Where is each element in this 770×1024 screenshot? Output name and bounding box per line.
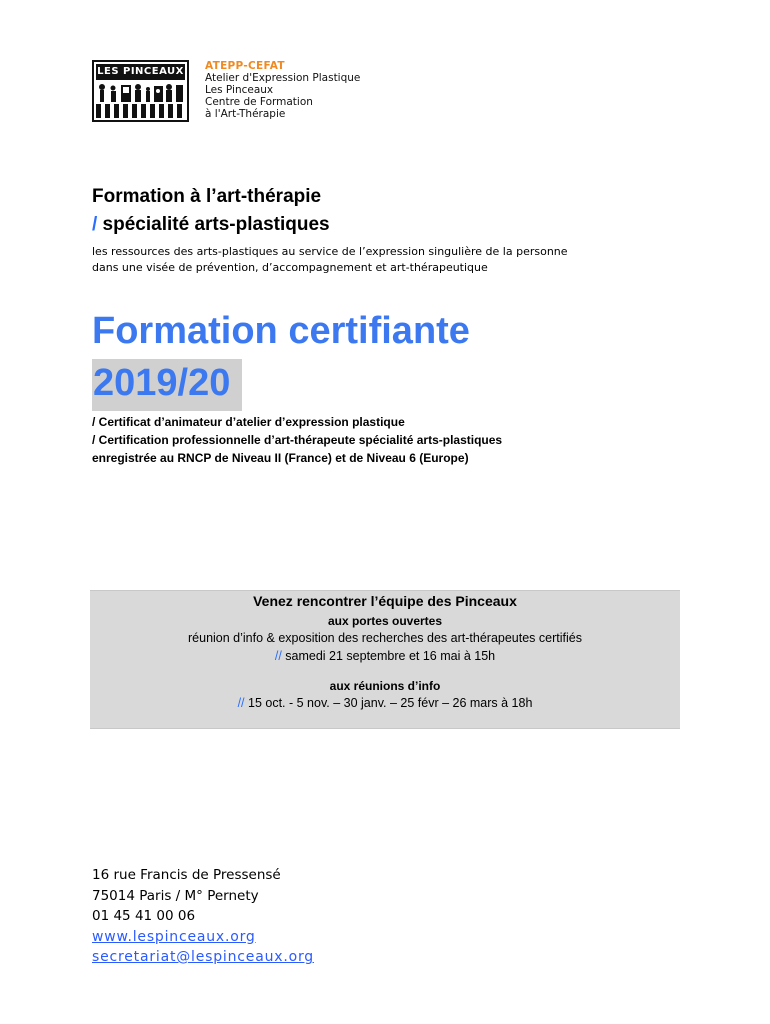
events-info-box [90, 590, 680, 729]
website-link[interactable]: www.lespinceaux.org [92, 928, 256, 945]
open-doors-description: réunion d’info & exposition des recherches des art-thérapeutes certifiés [188, 631, 582, 645]
org-line: Les Pinceaux [205, 84, 274, 96]
meetings-label: aux réunions d’info [329, 679, 441, 693]
org-acronym: ATEPP-CEFAT [205, 60, 285, 72]
org-line: Centre de Formation [205, 96, 313, 108]
city-address: 75014 Paris / M° Pernety [92, 887, 259, 904]
events-heading: Venez rencontrer l’équipe des Pinceaux [253, 593, 517, 609]
contact-block [92, 865, 314, 968]
meetings-dates [90, 696, 680, 710]
slashes: // [274, 649, 282, 663]
certification-heading: Formation certifiante [92, 310, 470, 352]
les-pinceaux-logo [92, 60, 189, 122]
certification-line: enregistrée au RNCP de Niveau II (France) et de Niveau 6 (Europe) [92, 451, 469, 465]
org-line: Atelier d'Expression Plastique [205, 72, 361, 84]
phone-number: 01 45 41 00 06 [92, 908, 196, 924]
certification-line: / Certificat d’animateur d’atelier d’expression plastique [92, 415, 405, 429]
meetings-dates-text: 15 oct. - 5 nov. – 30 janv. – 25 févr – 26 mars à 18h [244, 696, 533, 710]
certification-year: 2019/20 [93, 362, 231, 404]
page-subtitle-specialty [92, 214, 330, 236]
slashes: // [237, 696, 245, 710]
description-line: dans une visée de prévention, d’accompagnement et art-thérapeutique [92, 261, 488, 274]
title-slash: / [92, 214, 98, 235]
title-specialty-text: spécialité arts-plastiques [97, 214, 330, 235]
open-doors-dates [90, 649, 680, 663]
street-address: 16 rue Francis de Pressensé [92, 867, 281, 883]
organization-info [205, 60, 360, 120]
email-link[interactable]: secretariat@lespinceaux.org [92, 949, 314, 965]
description-line: les ressources des arts-plastiques au service de l’expression singulière de la personne [92, 245, 568, 258]
certification-details [92, 413, 502, 467]
title-description [92, 244, 568, 276]
open-doors-label: aux portes ouvertes [327, 614, 443, 628]
logo-title: LES PINCEAUX [96, 64, 185, 80]
logo-figures-icon [96, 82, 185, 104]
page-title: Formation à l’art-thérapie [92, 186, 322, 207]
logo-base-pattern [96, 104, 185, 118]
certification-line: / Certification professionnelle d’art-thérapeute spécialité arts-plastiques [92, 433, 503, 447]
open-doors-dates-text: samedi 21 septembre et 16 mai à 15h [281, 649, 496, 663]
org-line: à l'Art-Thérapie [205, 108, 286, 120]
